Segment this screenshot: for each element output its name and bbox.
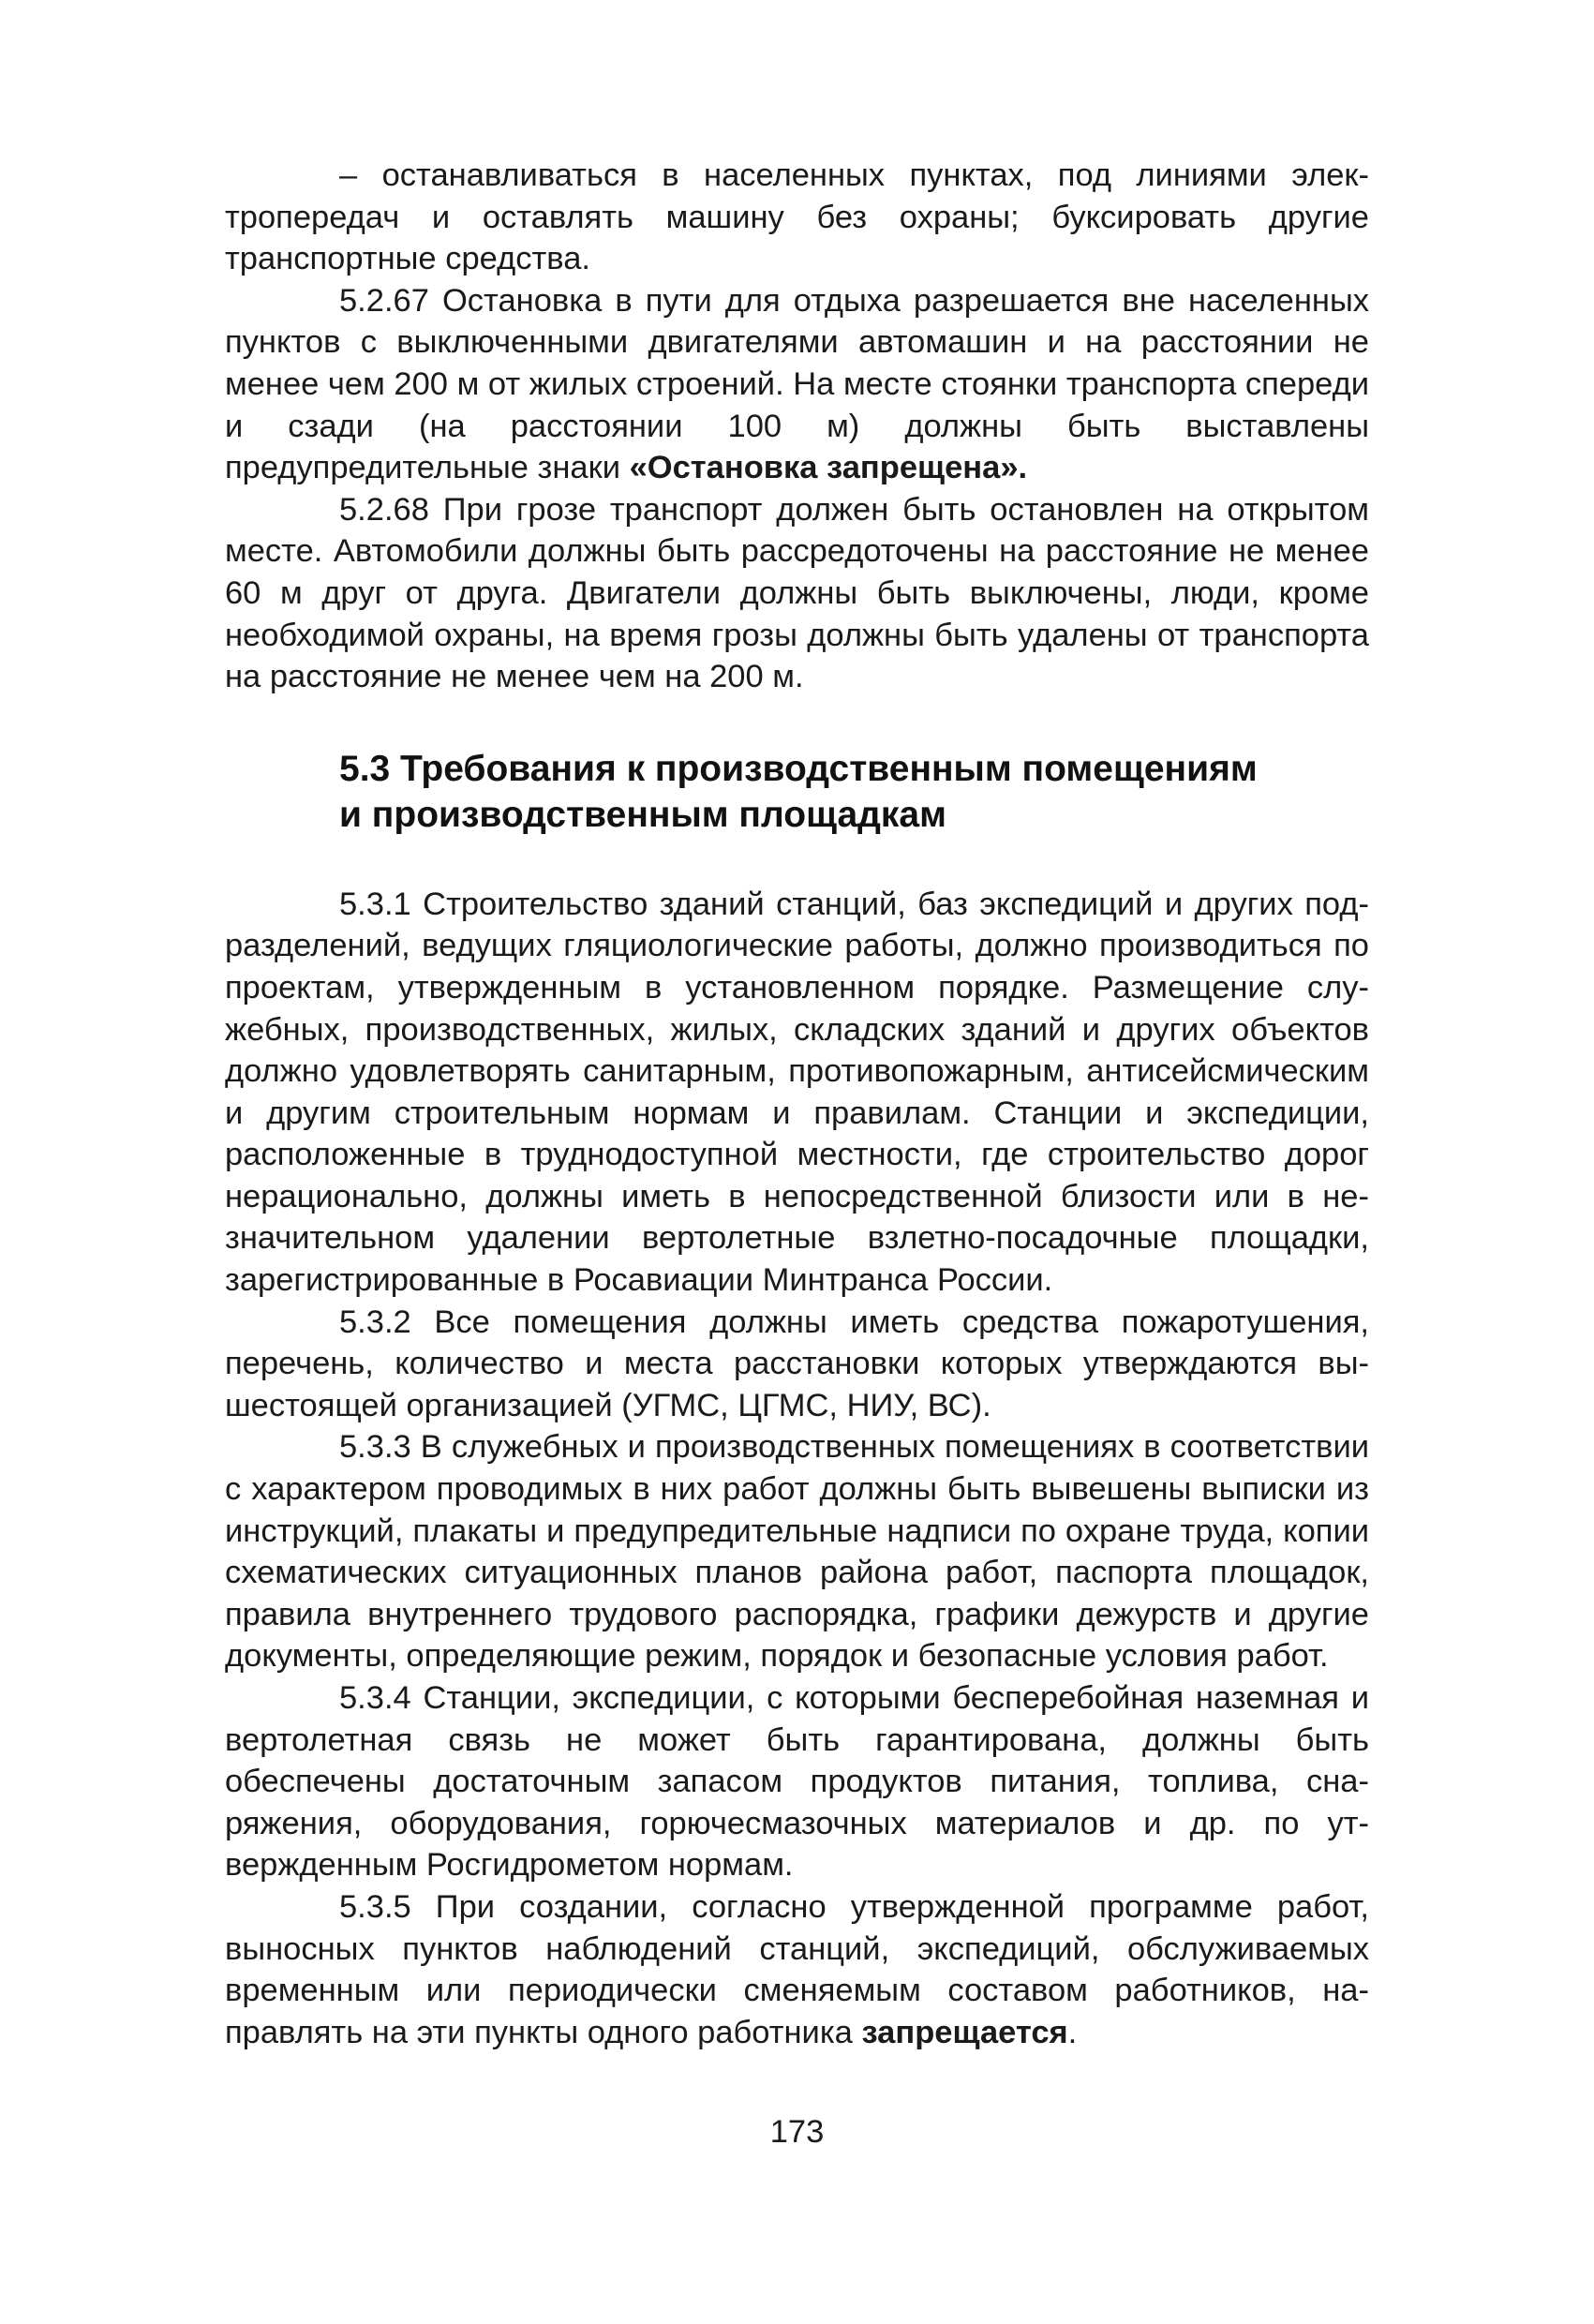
section-heading-line-2: и производственным площадкам <box>339 794 946 835</box>
section-heading-5-3 <box>225 746 1369 838</box>
paragraph-5-3-3: 5.3.3 В служебных и производственных помещениях в соответствии с характером проводимых в них работ должны быть вывешены выписки из инструкций, плакаты и предупредительные надписи по охране труда, копии схематических ситуационных планов района работ, паспорта площадок, правила внутреннего трудового распорядка, графики дежурств и другие документы, определяющие режим, порядок и безопасные условия работ. <box>225 1429 1369 1675</box>
paragraph-5-3-5-text: 5.3.5 При создании, согласно утвержденной программе работ, выносных пунктов наблюдений станций, экспедиций, обслуживаемых временным или периодически сменяемым составом работников, направлять на эти пункты одного работника <box>225 1888 1369 2050</box>
paragraph-5-2-68: 5.2.68 При грозе транспорт должен быть остановлен на открытом месте. Автомобили должны быть рассредоточены на расстояние не менее 60 м друг от друга. Двигатели должны быть выключены, люди, кроме необходимой охраны, на время грозы должны быть удалены от транспорта на расстояние не менее чем на 200 м. <box>225 491 1369 695</box>
paragraph-5-3-5-tail: . <box>1067 2014 1078 2050</box>
page-number: 173 <box>769 2114 825 2150</box>
paragraph-5-3-2: 5.3.2 Все помещения должны иметь средства пожаротушения, перечень, количество и места расстановки которых утверждаются вышестоящей организацией (УГМС, ЦГМС, НИУ, ВС). <box>225 1304 1369 1423</box>
paragraph-5-3-1: 5.3.1 Строительство зданий станций, баз экспедиций и других подразделений, ведущих гляциологические работы, должно производиться по проектам, утвержденным в установленном порядке. Размещение служебных, производственных, жилых, складских зданий и других объектов должно удовлетворять санитарным, противопожарным, антисейсмическим и другим строительным нормам и правилам. Станции и экспедиции, расположенные в труднодоступной местности, где строительство дорог нерационально, должны иметь в непосредственной близости или в незначительном удалении вертолетные взлетно-посадочные площадки, зарегистрированные в Росавиации Минтранса России. <box>225 886 1369 1299</box>
paragraph-5-2-67-bold-sign: «Остановка запрещена». <box>629 450 1028 486</box>
section-heading-line-1: 5.3 Требования к производственным помещениям <box>339 748 1258 789</box>
paragraph-5-3-5-bold-word: запрещается <box>861 2014 1068 2050</box>
paragraph-5-2-66-continuation: – останавливаться в населенных пунктах, под линиями электропередач и оставлять машину без охраны; буксировать другие транспортные средства. <box>225 157 1369 277</box>
document-page <box>225 155 1369 2244</box>
paragraph-5-3-4: 5.3.4 Станции, экспедиции, с которыми бесперебойная наземная и вертолетная связь не может быть гарантирована, должны быть обеспечены достаточным запасом продуктов питания, топлива, снаряжения, оборудования, горючесмазочных материалов и др. по утвержденным Росгидрометом нормам. <box>225 1680 1369 1884</box>
paragraph-5-3-5 <box>225 1886 1369 2053</box>
paragraph-5-2-67-text: 5.2.67 Остановка в пути для отдыха разрешается вне населенных пунктов с выключенными двигателями автомашин и на расстоянии не менее чем 200 м от жилых строений. На месте стоянки транспорта спереди и сзади (на расстоянии 100 м) должны быть выставлены предупредительные знаки <box>225 282 1369 486</box>
paragraph-5-2-67 <box>225 280 1369 489</box>
